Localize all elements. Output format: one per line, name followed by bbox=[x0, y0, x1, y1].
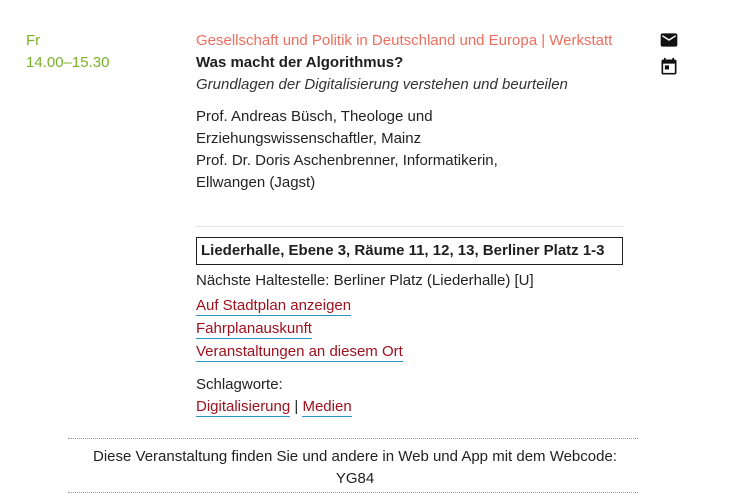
events-at-location-link[interactable]: Veranstaltungen an diesem Ort bbox=[196, 343, 403, 360]
tag-link[interactable]: Digitalisierung bbox=[196, 398, 291, 415]
event-time: 14.00–15.30 bbox=[26, 54, 110, 71]
speaker: Prof. Dr. Doris Aschenbrenner, Informatikerin, Ellwangen (Jagst) bbox=[196, 152, 498, 191]
tags-label: Schlagworte: bbox=[196, 376, 283, 393]
mail-icon[interactable] bbox=[659, 30, 679, 50]
footer-divider-top bbox=[68, 438, 638, 439]
webcode-value: YG84 bbox=[335, 470, 375, 487]
event-details bbox=[196, 30, 626, 194]
tag-list bbox=[196, 396, 352, 418]
timetable-link[interactable]: Fahrplanauskunft bbox=[196, 320, 312, 337]
footer-divider-bottom bbox=[68, 492, 638, 493]
location-links bbox=[196, 296, 403, 365]
speaker: Prof. Andreas Büsch, Theologe und Erziehungswissenschaftler, Mainz bbox=[196, 108, 433, 147]
webcode-text: Diese Veranstaltung finden Sie und andere in Web und App mit dem Webcode: bbox=[93, 448, 617, 465]
webcode-info bbox=[68, 446, 642, 490]
event-day: Fr bbox=[26, 32, 41, 49]
tag-separator: | bbox=[294, 398, 299, 415]
location-box: Liederhalle, Ebene 3, Räume 11, 12, 13, Berliner Platz 1-3 bbox=[196, 237, 623, 265]
event-category: Gesellschaft und Politik in Deutschland und Europa | Werkstatt bbox=[196, 32, 613, 49]
schedule bbox=[26, 30, 109, 74]
map-link[interactable]: Auf Stadtplan anzeigen bbox=[196, 297, 352, 314]
next-stop: Nächste Haltestelle: Berliner Platz (Liederhalle) [U] bbox=[196, 272, 534, 289]
divider bbox=[196, 226, 624, 227]
speaker-list bbox=[196, 106, 626, 194]
event-title: Was macht der Algorithmus? bbox=[196, 54, 404, 71]
event-subtitle: Grundlagen der Digitalisierung verstehen und beurteilen bbox=[196, 76, 568, 93]
calendar-icon[interactable] bbox=[659, 56, 679, 76]
tag-link[interactable]: Medien bbox=[302, 398, 352, 415]
